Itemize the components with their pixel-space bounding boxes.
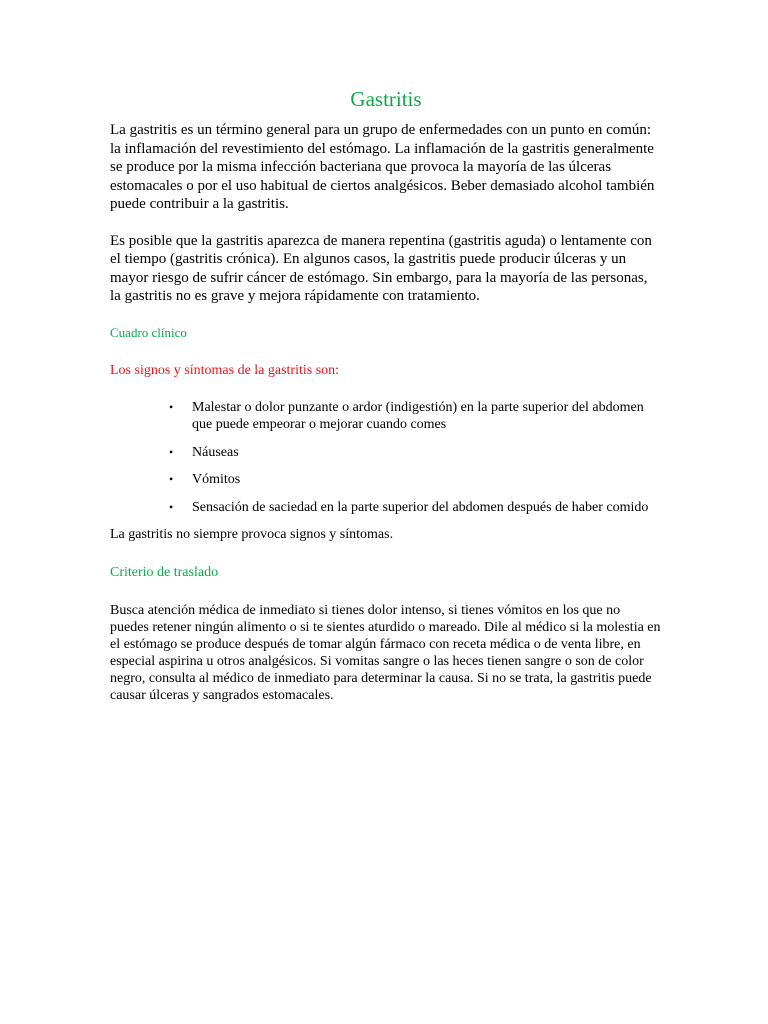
- list-item-text: Malestar o dolor punzante o ardor (indigestión) en la parte superior del abdomen que puede empeorar o mejorar cuando comes: [192, 399, 644, 432]
- list-item: [169, 471, 662, 489]
- section-heading-criterio-traslado: Criterio de traslado: [110, 564, 219, 580]
- referral-paragraph: Busca atención médica de inmediato si tienes dolor intenso, si tienes vómitos en los que no puedes retener ningún alimento o si te sientes aturdido o mareado. Dile al médico si la molestia en el estómago se produce después de tomar algún fármaco con receta médica o de venta libre, en especial aspirina u otros analgésicos. Si vomitas sangre o las heces tienen sangre o son de color negro, consulta al médico de inmediato para determinar la causa. Si no se trata, la gastritis puede causar úlceras y sangrados estomacales.: [110, 602, 661, 703]
- bullet-icon: •: [169, 399, 174, 414]
- intro-paragraph: La gastritis es un término general para un grupo de enfermedades con un punto en común: la inflamación del revestimiento del estómago. La inflamación de la gastritis generalmente se produce por la misma infección bacteriana que provoca la mayoría de las úlceras estomacales o por el uso habitual de ciertos analgésicos. Beber demasiado alcohol también puede contribuir a la gastritis.: [110, 122, 655, 212]
- list-item-text: Sensación de saciedad en la parte superior del abdomen después de haber comido: [192, 499, 649, 515]
- symptoms-note: La gastritis no siempre provoca signos y síntomas.: [110, 527, 394, 542]
- list-item-text: Vómitos: [192, 472, 241, 487]
- bullet-icon: •: [169, 499, 174, 514]
- list-item-text: Náuseas: [192, 444, 239, 460]
- list-item: [169, 444, 662, 462]
- second-paragraph: Es posible que la gastritis aparezca de manera repentina (gastritis aguda) o lentamente con el tiempo (gastritis crónica). En algunos casos, la gastritis puede producir úlceras y un mayor riesgo de sufrir cáncer de estómago. Sin embargo, para la mayoría de las personas, la gastritis no es grave y mejora rápidamente con tratamiento.: [110, 232, 652, 304]
- list-item: [169, 499, 662, 517]
- document-page: [110, 86, 662, 704]
- symptoms-list: [110, 399, 662, 517]
- list-item: [169, 399, 662, 434]
- bullet-icon: •: [169, 472, 174, 486]
- bullet-icon: •: [169, 444, 174, 459]
- page-title: Gastritis: [350, 87, 422, 111]
- symptoms-heading: Los signos y síntomas de la gastritis son:: [110, 362, 340, 378]
- section-heading-cuadro-clinico: Cuadro clínico: [110, 324, 187, 340]
